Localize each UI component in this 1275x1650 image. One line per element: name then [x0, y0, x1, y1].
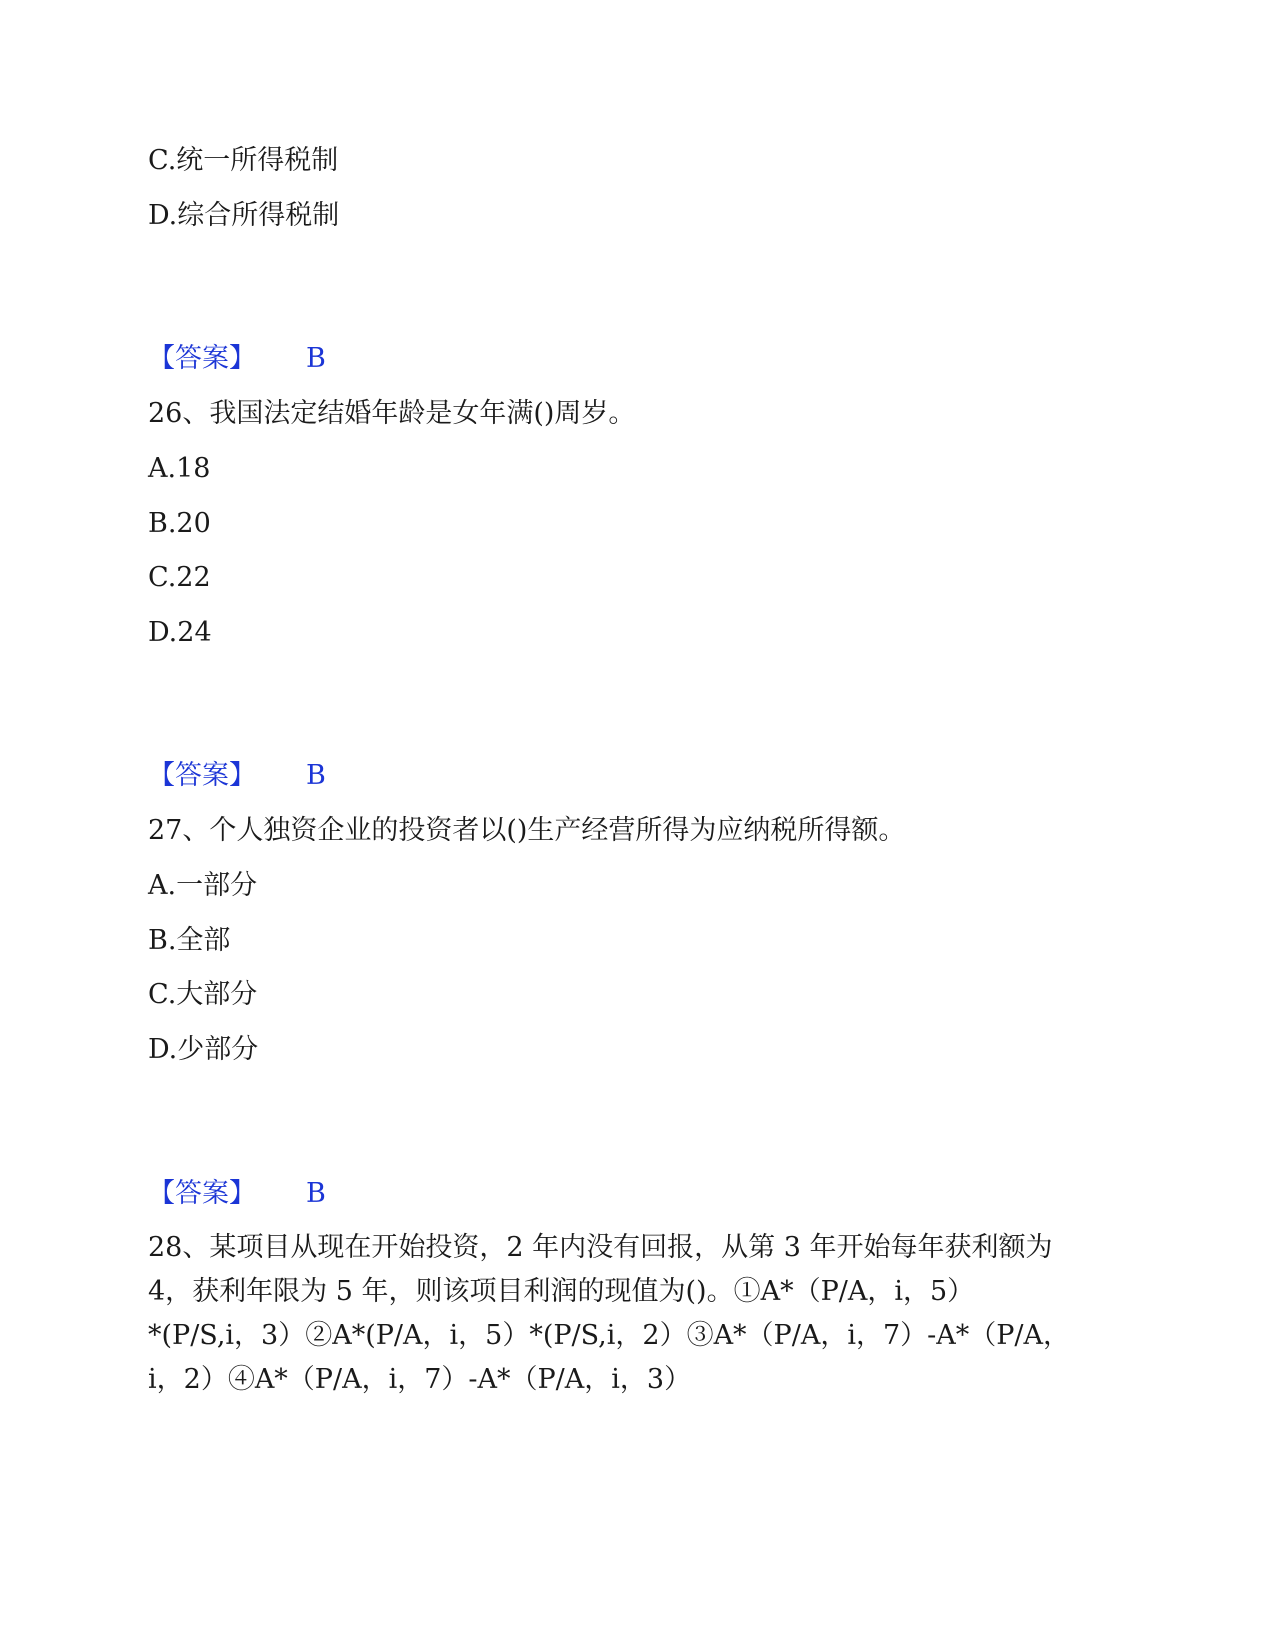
q28-stem: [148, 1226, 1108, 1402]
q26-option-c: C.22: [148, 562, 211, 593]
q27-option-b: B.全部: [148, 925, 231, 956]
q25-option-d: D.综合所得税制: [148, 200, 340, 231]
q25-answer: [148, 341, 488, 377]
q25-option-c: C.统一所得税制: [148, 145, 339, 176]
q26-stem: 26、我国法定结婚年龄是女年满()周岁。: [148, 398, 636, 429]
answer-label: 【答案】: [148, 1178, 256, 1209]
q26-option-d: D.24: [148, 617, 212, 648]
q27-stem: 27、个人独资企业的投资者以()生产经营所得为应纳税所得额。: [148, 815, 906, 846]
q26-option-a: A.18: [148, 453, 211, 484]
q27-option-c: C.大部分: [148, 979, 258, 1010]
q28-stem-line: 28、某项目从现在开始投资，2 年内没有回报，从第 3 年开始每年获利额为: [148, 1232, 1053, 1263]
q27-option-a: A.一部分: [148, 870, 258, 901]
answer-value: B: [306, 760, 326, 791]
q28-stem-line: *(P/S,i，3）②A*(P/A，i，5）*(P/S,i，2）③A*（P/A，i，7）-A*（P/A，: [148, 1320, 1071, 1351]
q28-stem-line: i，2）④A*（P/A，i，7）-A*（P/A，i，3）: [148, 1364, 692, 1395]
answer-value: B: [306, 1178, 326, 1209]
answer-label: 【答案】: [148, 760, 256, 791]
q27-answer: [148, 1176, 488, 1212]
q27-option-d: D.少部分: [148, 1034, 259, 1065]
q28-stem-line: 4，获利年限为 5 年，则该项目利润的现值为()。①A*（P/A，i，5）: [148, 1276, 975, 1307]
q26-option-b: B.20: [148, 508, 211, 539]
q26-answer: [148, 758, 488, 794]
answer-label: 【答案】: [148, 343, 256, 374]
answer-value: B: [306, 343, 326, 374]
